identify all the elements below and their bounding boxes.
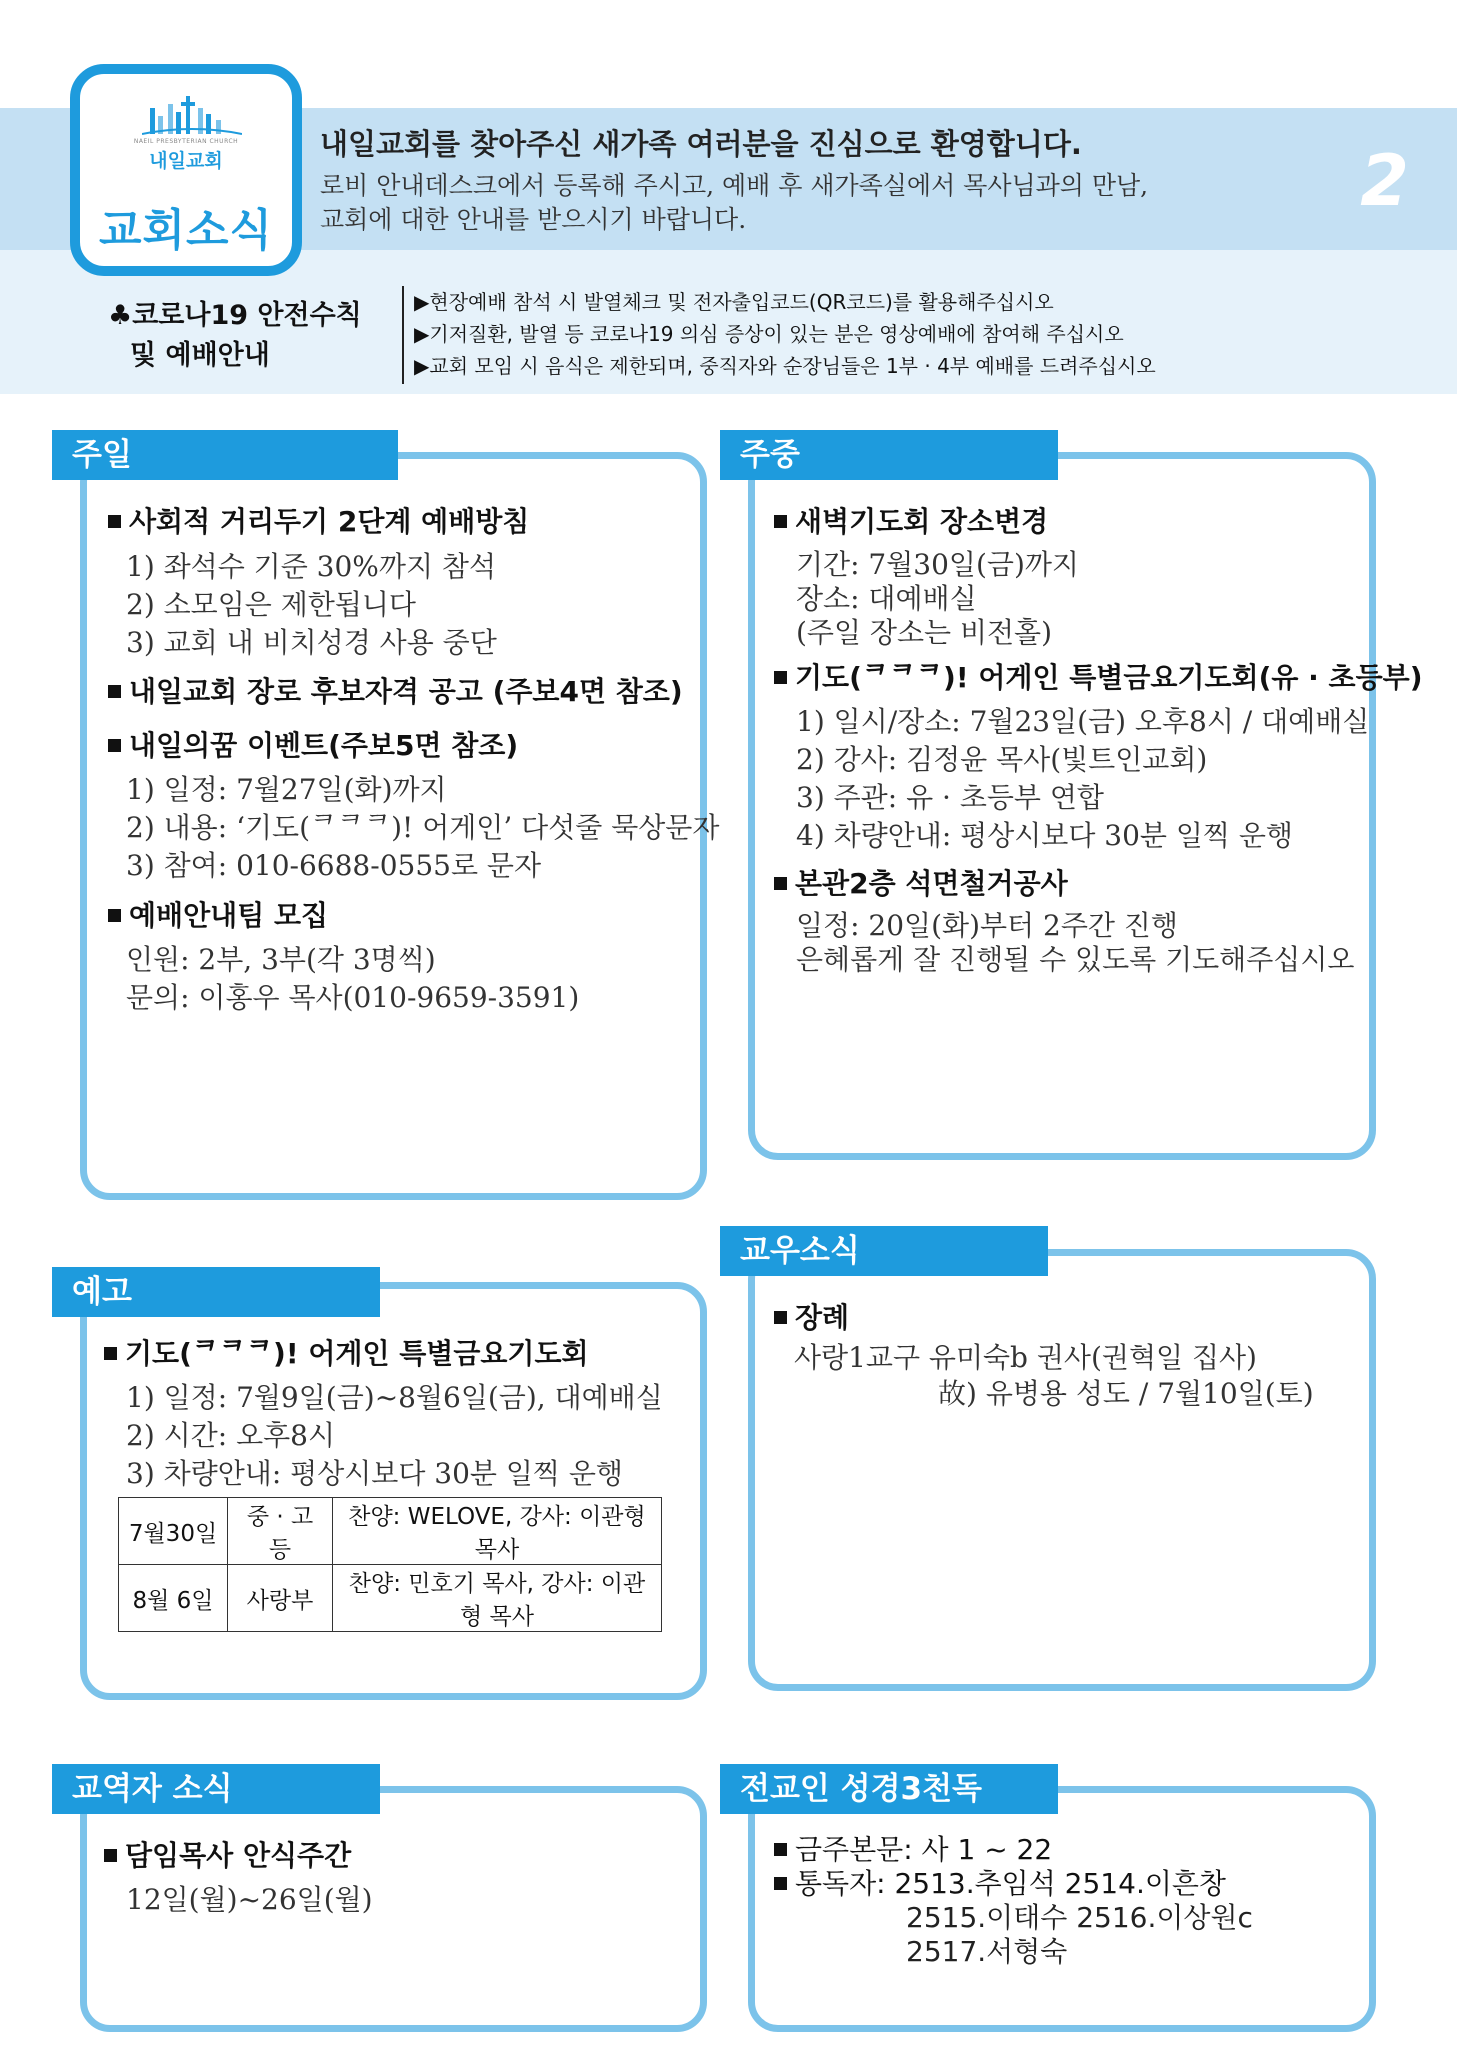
welcome-line: 교회에 대한 안내를 받으시기 바랍니다. — [320, 205, 747, 234]
members-heading: 장례 — [774, 1296, 849, 1336]
weekday-line: (주일 장소는 비전홀) — [796, 616, 1053, 649]
bible-line: 2517.서형숙 — [906, 1935, 1068, 1968]
weekday-line: 일정: 20일(화)부터 2주간 진행 — [796, 909, 1178, 942]
ministers-tab: 교역자 소식 — [52, 1764, 380, 1814]
sunday-line: 2) 소모임은 제한됩니다 — [126, 588, 416, 621]
bible-tab: 전교인 성경3천독 — [720, 1764, 1058, 1814]
page-title: 교회소식 — [98, 205, 273, 256]
page-number: 2 — [1360, 140, 1409, 222]
weekday-line: 3) 주관: 유 · 초등부 연합 — [796, 781, 1104, 814]
sunday-line: 1) 일정: 7월27일(화)까지 — [126, 773, 447, 806]
sunday-tab: 주일 — [52, 430, 398, 480]
ministers-heading: 담임목사 안식주간 — [104, 1834, 351, 1874]
bible-heading: 금주본문: 사 1 ~ 22 — [774, 1828, 1052, 1868]
covid-title — [108, 296, 362, 376]
notice-line: 1) 일정: 7월9일(금)~8월6일(금), 대예배실 — [126, 1381, 663, 1414]
covid-item: ▶현장예배 참석 시 발열체크 및 전자출입코드(QR코드)를 활용해주십시오 — [414, 290, 1054, 314]
table-cell: 8월 6일 — [119, 1565, 228, 1632]
logo-english-name: NAEIL PRESBYTERIAN CHURCH — [133, 138, 239, 145]
table-cell: 사랑부 — [228, 1565, 333, 1632]
members-line: 사랑1교구 유미숙b 권사(권혁일 집사) — [794, 1341, 1257, 1374]
table-cell: 찬양: WELOVE, 강사: 이관형 목사 — [333, 1498, 662, 1565]
notice-line: 3) 차량안내: 평상시보다 30분 일찍 운행 — [126, 1457, 623, 1490]
weekday-heading: 새벽기도회 장소변경 — [774, 500, 1048, 540]
logo-name: 내일교회 — [149, 150, 223, 172]
welcome-line: 로비 안내데스크에서 등록해 주시고, 예배 후 새가족실에서 목사님과의 만남, — [320, 171, 1149, 200]
sunday-heading: 내일의꿈 이벤트(주보5면 참조) — [108, 724, 518, 764]
weekday-tab: 주중 — [720, 430, 1058, 480]
table-cell: 찬양: 민호기 목사, 강사: 이관형 목사 — [333, 1565, 662, 1632]
schedule-table — [118, 1497, 662, 1632]
sunday-line: 2) 내용: ‘기도(ᄏᄏᄏ)! 어게인’ 다섯줄 묵상문자 — [126, 811, 720, 844]
sunday-heading: 예배안내팀 모집 — [108, 894, 328, 934]
weekday-line: 장소: 대예배실 — [796, 582, 977, 615]
divider — [402, 286, 404, 384]
covid-title-line: 및 예배안내 — [130, 340, 270, 371]
covid-item: ▶기저질환, 발열 등 코로나19 의심 증상이 있는 분은 영상예배에 참여해 주십시오 — [414, 322, 1124, 346]
members-tab: 교우소식 — [720, 1226, 1048, 1276]
sunday-line: 문의: 이홍우 목사(010-9659-3591) — [126, 981, 580, 1014]
sunday-heading: 사회적 거리두기 2단계 예배방침 — [108, 500, 529, 540]
weekday-heading: 본관2층 석면철거공사 — [774, 862, 1068, 902]
weekday-line: 은혜롭게 잘 진행될 수 있도록 기도해주십시오 — [796, 943, 1355, 976]
sunday-heading: 내일교회 장로 후보자격 공고 (주보4면 참조) — [108, 670, 683, 710]
notice-tab: 예고 — [52, 1267, 380, 1317]
weekday-line: 기간: 7월30일(금)까지 — [796, 548, 1079, 581]
weekday-line: 4) 차량안내: 평상시보다 30분 일찍 운행 — [796, 819, 1293, 852]
notice-heading: 기도(ᄏᄏᄏ)! 어게인 특별금요기도회 — [104, 1332, 589, 1372]
church-logo — [70, 64, 302, 276]
members-line: 故) 유병용 성도 / 7월10일(토) — [938, 1377, 1314, 1410]
table-row — [119, 1565, 662, 1632]
sunday-line: 3) 참여: 010-6688-0555로 문자 — [126, 849, 541, 882]
ministers-line: 12일(월)~26일(월) — [126, 1883, 373, 1916]
bible-line: 2515.이태수 2516.이상원c — [906, 1901, 1253, 1934]
table-cell: 7월30일 — [119, 1498, 228, 1565]
sunday-line: 3) 교회 내 비치성경 사용 중단 — [126, 626, 497, 659]
weekday-heading: 기도(ᄏᄏᄏ)! 어게인 특별금요기도회(유 · 초등부) — [774, 656, 1423, 696]
weekday-line: 1) 일시/장소: 7월23일(금) 오후8시 / 대예배실 — [796, 705, 1370, 738]
sunday-line: 인원: 2부, 3부(각 3명씩) — [126, 943, 436, 976]
sunday-line: 1) 좌석수 기준 30%까지 참석 — [126, 550, 497, 583]
table-row — [119, 1498, 662, 1565]
covid-title-line: ♣코로나19 안전수칙 — [108, 300, 362, 331]
welcome-heading: 내일교회를 찾아주신 새가족 여러분을 진심으로 환영합니다. — [320, 127, 1082, 161]
weekday-line: 2) 강사: 김정윤 목사(빛트인교회) — [796, 743, 1208, 776]
table-cell: 중 · 고등 — [228, 1498, 333, 1565]
notice-line: 2) 시간: 오후8시 — [126, 1419, 336, 1452]
bible-heading: 통독자: 2513.추임석 2514.이흔창 — [774, 1862, 1226, 1902]
covid-item: ▶교회 모임 시 음식은 제한되며, 중직자와 순장님들은 1부 · 4부 예배를 드려주십시오 — [414, 354, 1156, 378]
church-logo-icon — [142, 94, 242, 140]
